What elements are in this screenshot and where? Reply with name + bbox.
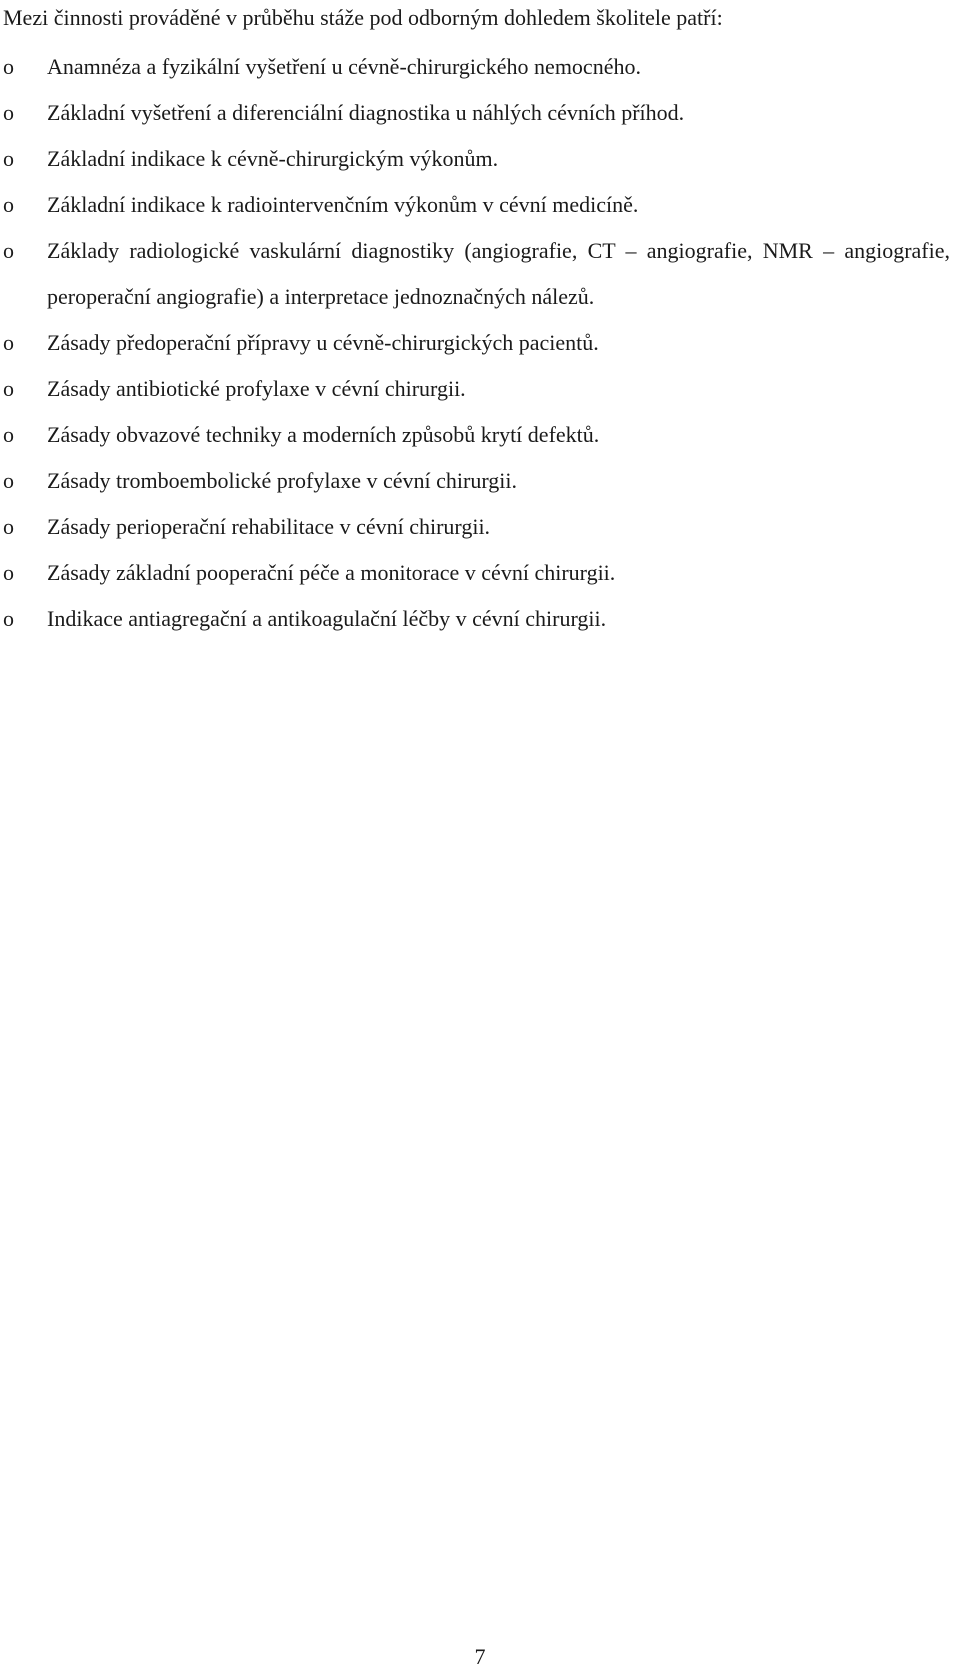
bullet-icon: o (3, 146, 14, 171)
list-item (0, 596, 960, 642)
intro-paragraph: Mezi činnosti prováděné v průběhu stáže pod odborným dohledem školitele patří: (3, 5, 723, 30)
list-item-text: Zásady předoperační přípravy u cévně-chirurgických pacientů. (47, 330, 599, 355)
training-activities-list (0, 44, 960, 642)
list-item-text: Základy radiologické vaskulární diagnostiky (angiografie, CT – angiografie, NMR – angiografie, peroperační angiografie) a interpretace jednoznačných nálezů. (47, 238, 950, 309)
bullet-icon: o (3, 330, 14, 355)
list-item-text: Základní indikace k cévně-chirurgickým výkonům. (47, 146, 499, 171)
bullet-icon: o (3, 376, 14, 401)
bullet-icon: o (3, 192, 14, 217)
list-item (0, 550, 960, 596)
bullet-icon: o (3, 422, 14, 447)
list-item-text: Základní indikace k radiointervenčním výkonům v cévní medicíně. (47, 192, 639, 217)
list-item-text: Indikace antiagregační a antikoagulační léčby v cévní chirurgii. (47, 606, 607, 631)
list-item (0, 228, 960, 320)
list-item-text: Zásady tromboembolické profylaxe v cévní chirurgii. (47, 468, 518, 493)
bullet-icon: o (3, 560, 14, 585)
bullet-icon: o (3, 238, 14, 263)
page-number: 7 (474, 1644, 486, 1669)
bullet-icon: o (3, 606, 14, 631)
bullet-icon: o (3, 54, 14, 79)
list-item-text: Zásady perioperační rehabilitace v cévní chirurgii. (47, 514, 491, 539)
list-item-text: Zásady antibiotické profylaxe v cévní chirurgii. (47, 376, 466, 401)
list-item (0, 458, 960, 504)
list-item (0, 366, 960, 412)
bullet-icon: o (3, 100, 14, 125)
list-item (0, 320, 960, 366)
bullet-icon: o (3, 514, 14, 539)
list-item-text: Anamnéza a fyzikální vyšetření u cévně-chirurgického nemocného. (47, 54, 641, 79)
bullet-icon: o (3, 468, 14, 493)
list-item (0, 412, 960, 458)
list-item-text: Zásady obvazové techniky a moderních způsobů krytí defektů. (47, 422, 600, 447)
list-item (0, 44, 960, 90)
list-item (0, 182, 960, 228)
list-item (0, 136, 960, 182)
list-item-text: Základní vyšetření a diferenciální diagnostika u náhlých cévních příhod. (47, 100, 685, 125)
list-item (0, 90, 960, 136)
list-item (0, 504, 960, 550)
list-item-text: Zásady základní pooperační péče a monitorace v cévní chirurgii. (47, 560, 616, 585)
